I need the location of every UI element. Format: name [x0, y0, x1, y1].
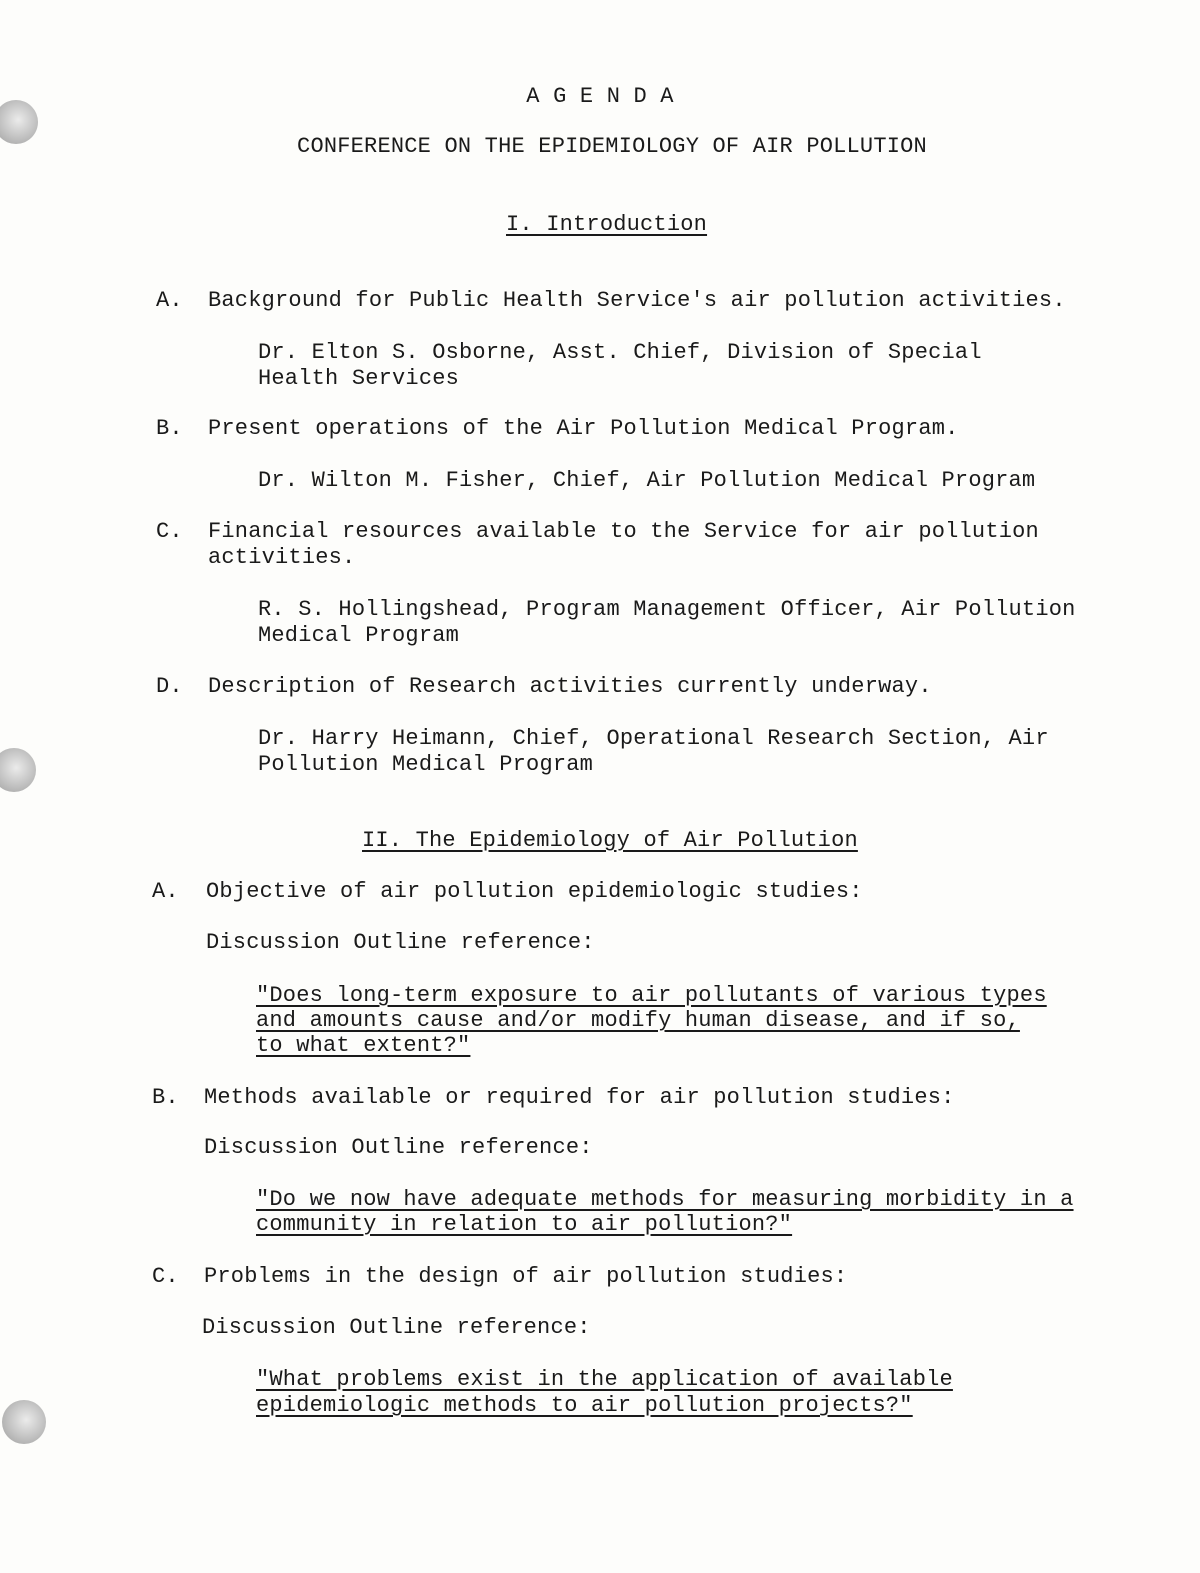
item-text: Methods available or required for air pollution studies:: [204, 1085, 955, 1110]
item-letter: B.: [152, 1085, 179, 1110]
item-text: Background for Public Health Service's air pollution activities.: [208, 288, 1066, 313]
punch-hole-middle: [0, 748, 36, 792]
item-text: Financial resources available to the Service for air pollution: [208, 519, 1039, 544]
item-letter: C.: [152, 1264, 179, 1289]
reference-label: Discussion Outline reference:: [204, 1135, 593, 1160]
speaker-line: Medical Program: [258, 623, 460, 648]
item-text: Description of Research activities currently underway.: [208, 674, 932, 699]
item-text: Problems in the design of air pollution studies:: [204, 1264, 848, 1289]
speaker-line: Dr. Wilton M. Fisher, Chief, Air Pollution Medical Program: [258, 468, 1036, 493]
speaker-line: R. S. Hollingshead, Program Management Officer, Air Pollution: [258, 597, 1076, 622]
quote-line: "What problems exist in the application of available: [256, 1367, 953, 1392]
item-letter: B.: [156, 416, 183, 441]
item-letter: A.: [152, 879, 179, 904]
item-text: Present operations of the Air Pollution Medical Program.: [208, 416, 959, 441]
item-text: Objective of air pollution epidemiologic studies:: [206, 879, 863, 904]
quote-line: and amounts cause and/or modify human disease, and if so,: [256, 1008, 1020, 1033]
item-letter: D.: [156, 674, 183, 699]
agenda-title: A G E N D A: [526, 84, 674, 109]
quote-line: epidemiologic methods to air pollution projects?": [256, 1393, 913, 1418]
quote-line: community in relation to air pollution?": [256, 1212, 793, 1237]
speaker-line: Dr. Harry Heimann, Chief, Operational Research Section, Air: [258, 726, 1049, 751]
quote-line: to what extent?": [256, 1033, 471, 1058]
reference-label: Discussion Outline reference:: [206, 930, 595, 955]
quote-line: "Do we now have adequate methods for measuring morbidity in a: [256, 1187, 1074, 1212]
section-heading-epidemiology: II. The Epidemiology of Air Pollution: [362, 828, 858, 853]
section-heading-introduction: I. Introduction: [506, 212, 708, 237]
item-text: activities.: [208, 545, 356, 570]
speaker-line: Pollution Medical Program: [258, 752, 594, 777]
conference-subtitle: CONFERENCE ON THE EPIDEMIOLOGY OF AIR POLLUTION: [297, 134, 927, 159]
speaker-line: Dr. Elton S. Osborne, Asst. Chief, Division of Special: [258, 340, 982, 365]
punch-hole-bottom: [2, 1400, 46, 1444]
item-letter: A.: [156, 288, 183, 313]
item-letter: C.: [156, 519, 183, 544]
reference-label: Discussion Outline reference:: [202, 1315, 591, 1340]
quote-line: "Does long-term exposure to air pollutants of various types: [256, 983, 1047, 1008]
speaker-line: Health Services: [258, 366, 460, 391]
